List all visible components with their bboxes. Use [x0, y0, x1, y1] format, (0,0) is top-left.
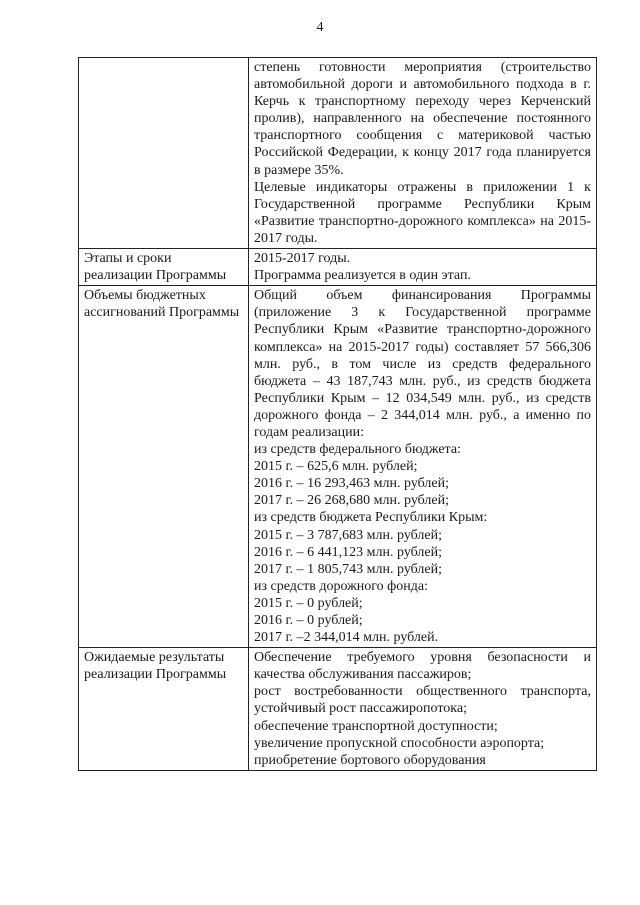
- funding-regional-heading: из средств бюджета Республики Крым:: [254, 510, 488, 526]
- result-airport-capacity: увеличение пропускной способности аэропорта;: [254, 735, 545, 751]
- page-number: 4: [316, 20, 324, 35]
- table-row-indicators: [79, 58, 597, 249]
- result-safety-quality: Обеспечение требуемого уровня безопасности и качества обслуживания пассажиров;: [254, 650, 591, 683]
- table-row-results: [79, 648, 597, 771]
- funding-federal-2015: 2015 г. – 625,6 млн. рублей;: [254, 459, 418, 475]
- row-value-stages: [249, 249, 597, 286]
- paragraph-total-funding: Общий объем финансирования Программы (приложение 3 к Государственной программе Республики Крым «Развитие транспортно-дорожного комплекса» на 2015-2017 годы) составляет 57 566,306 млн. руб., в том числе из средств федерального бюджета – 43 187,743 млн. руб., из средств бюджета Республики Крым – 12 034,549 млн. руб., из средств дорожного фонда – 2 344,014 млн. руб., а именно по годам реализации:: [254, 288, 591, 440]
- funding-federal-2017: 2017 г. – 26 268,680 млн. рублей;: [254, 493, 449, 509]
- result-transport-demand: рост востребованности общественного транспорта, устойчивый рост пассажиропотока;: [254, 684, 591, 717]
- funding-regional-2015: 2015 г. – 3 787,683 млн. рублей;: [254, 527, 442, 543]
- row-label-indicators: [79, 58, 249, 249]
- row-label-budget: Объемы бюджетных ассигнований Программы: [79, 286, 249, 648]
- row-value-budget: [249, 286, 597, 648]
- funding-road-fund-2017: 2017 г. –2 344,014 млн. рублей.: [254, 630, 439, 646]
- funding-road-fund-2016: 2016 г. – 0 рублей;: [254, 613, 363, 628]
- row-value-indicators: [249, 58, 597, 249]
- paragraph-one-stage: Программа реализуется в один этап.: [254, 268, 471, 284]
- table-row-budget: [79, 286, 597, 648]
- program-passport-table: [78, 57, 597, 771]
- funding-federal-heading: из средств федерального бюджета:: [254, 442, 461, 458]
- funding-road-fund-2015: 2015 г. – 0 рублей;: [254, 595, 363, 611]
- row-label-results: Ожидаемые результаты реализации Программы: [79, 648, 249, 771]
- paragraph-years: 2015-2017 годы.: [254, 251, 351, 267]
- funding-regional-2017: 2017 г. – 1 805,743 млн. рублей;: [254, 561, 442, 577]
- funding-road-fund-heading: из средств дорожного фонда:: [254, 578, 428, 594]
- table-row-stages: [79, 249, 597, 286]
- funding-federal-2016: 2016 г. – 16 293,463 млн. рублей;: [254, 476, 449, 492]
- paragraph-readiness: степень готовности мероприятия (строительство автомобильной дороги и автомобильного подхода в г. Керчь к транспортному переходу через Керченский пролив), направленного на обеспечение постоянного транспортного сообщения с материковой частью Российской Федерации, к концу 2017 года планируется в размере 35%.: [254, 60, 591, 178]
- row-label-stages: Этапы и сроки реализации Программы: [79, 249, 249, 286]
- funding-regional-2016: 2016 г. – 6 441,123 млн. рублей;: [254, 544, 442, 560]
- row-value-results: [249, 648, 597, 771]
- result-accessibility: обеспечение транспортной доступности;: [254, 718, 498, 734]
- result-equipment: приобретение бортового оборудования: [254, 752, 486, 768]
- paragraph-target-indicators: Целевые индикаторы отражены в приложении 1 к Государственной программе Республики Крым «Развитие транспортно-дорожного комплекса» на 2015-2017 годы.: [254, 179, 591, 246]
